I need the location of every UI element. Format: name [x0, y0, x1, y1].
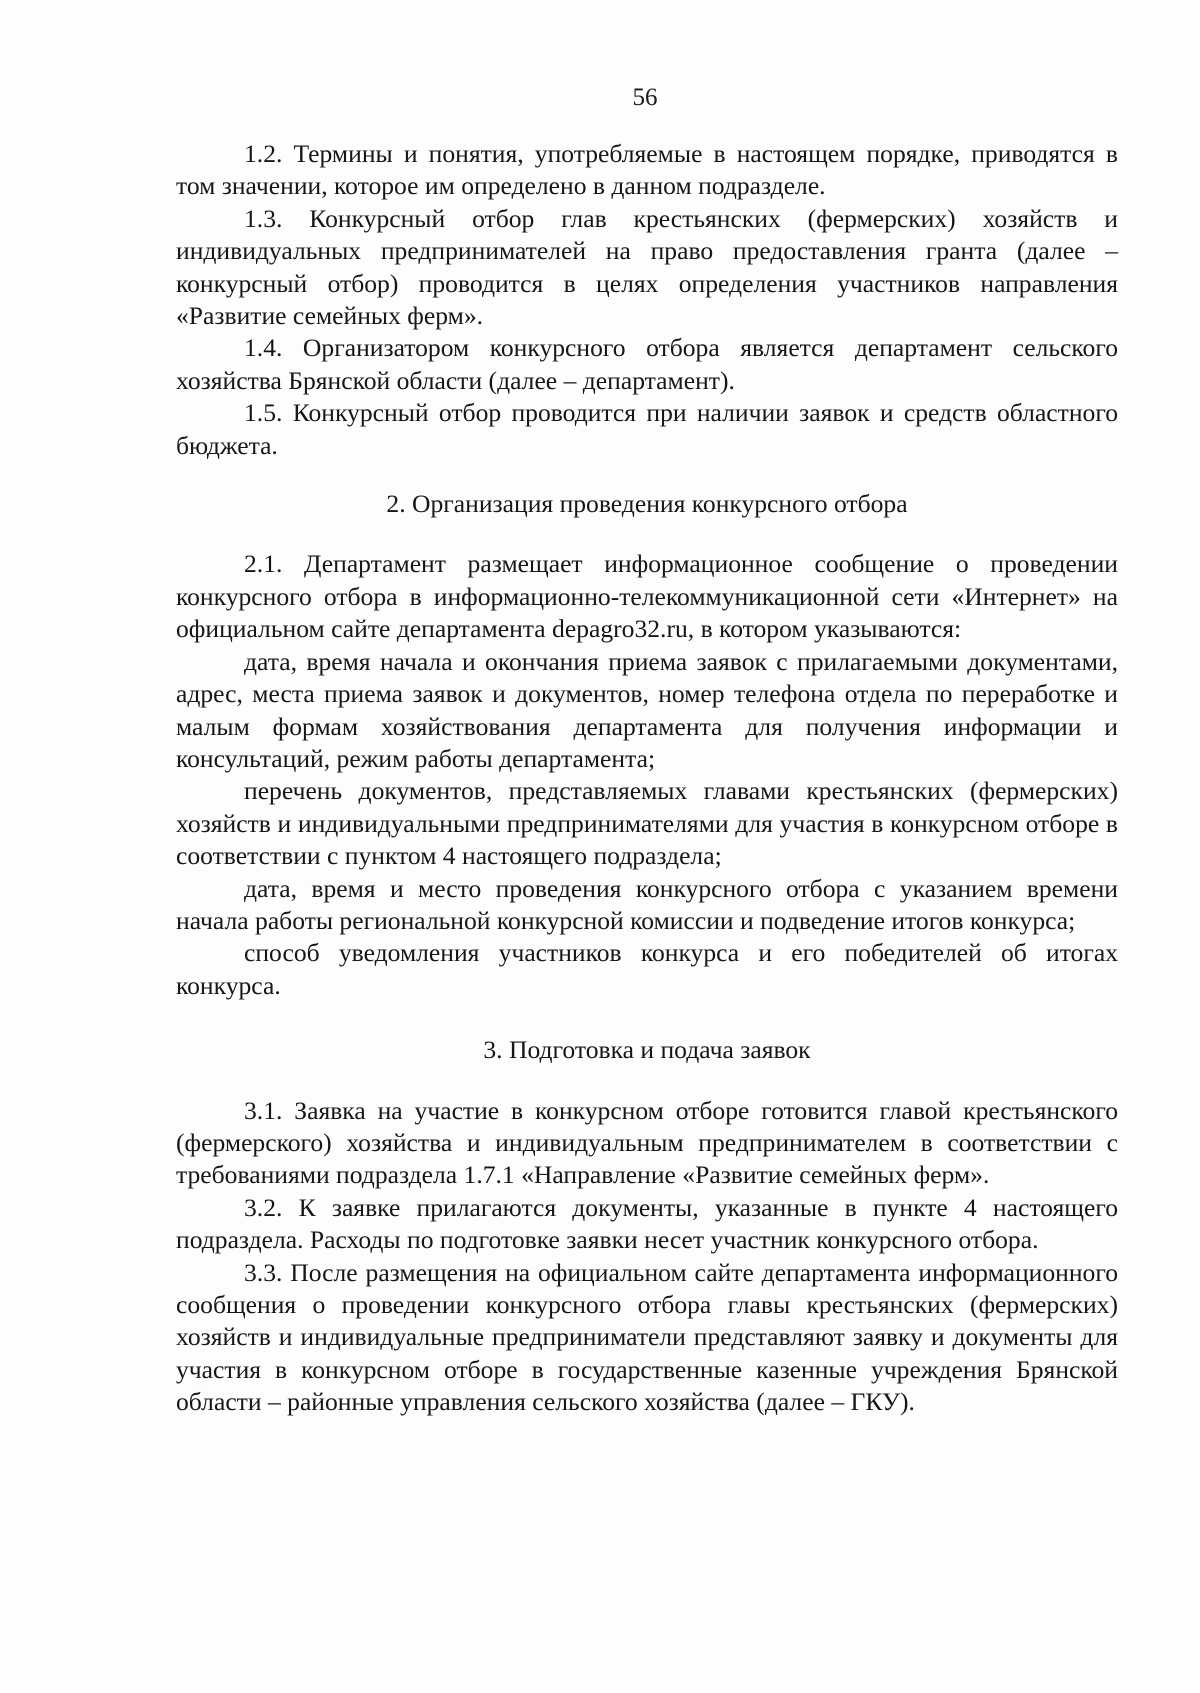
paragraph-1-5: 1.5. Конкурсный отбор проводится при наличии заявок и средств областного бюджета.: [176, 398, 1118, 460]
document-body: [176, 138, 1118, 1419]
paragraph-2-1-item-documents: перечень документов, представляемых главами крестьянских (фермерских) хозяйств и индивидуальными предпринимателями для участия в конкурсном отборе в соответствии с пунктом 4 настоящего подраздела;: [176, 776, 1118, 871]
paragraph-2-1-item-dates: дата, время начала и окончания приема заявок с прилагаемыми документами, адрес, места приема заявок и документов, номер телефона отдела по переработке и малым формам хозяйствования департамента для получения информации и консультаций, режим работы департамента;: [176, 646, 1118, 773]
section-3-heading: 3. Подготовка и подача заявок: [483, 1035, 811, 1065]
paragraph-1-2: 1.2. Термины и понятия, употребляемые в настоящем порядке, приводятся в том значении, которое им определено в данном подразделе.: [176, 139, 1118, 201]
paragraph-2-1-item-notification: способ уведомления участников конкурса и его победителей об итогах конкурса.: [176, 938, 1118, 1000]
paragraph-3-2: 3.2. К заявке прилагаются документы, указанные в пункте 4 настоящего подраздела. Расходы по подготовке заявки несет участник конкурсного отбора.: [176, 1192, 1118, 1255]
paragraph-2-1: 2.1. Департамент размещает информационное сообщение о проведении конкурсного отбора в информационно-телекоммуникационной сети «Интернет» на официальном сайте департамента depagro32.ru, в котором указываются:: [176, 549, 1118, 644]
paragraph-1-3: 1.3. Конкурсный отбор глав крестьянских (фермерских) хозяйств и индивидуальных предпринимателей на право предоставления гранта (далее – конкурсный отбор) проводится в целях определения участников направления «Развитие семейных ферм».: [176, 203, 1118, 331]
paragraph-2-1-item-venue: дата, время и место проведения конкурсного отбора с указанием времени начала работы региональной конкурсной комиссии и подведение итогов конкурса;: [176, 873, 1118, 935]
paragraph-3-3: 3.3. После размещения на официальном сайте департамента информационного сообщения о проведении конкурсного отбора главы крестьянских (фермерских) хозяйств и индивидуальные предприниматели представляют заявку и документы для участия в конкурсном отборе в государственные казенные учреждения Брянской области – районные управления сельского хозяйства (далее – ГКУ).: [176, 1257, 1118, 1417]
page-number: 56: [632, 84, 658, 111]
paragraph-1-4: 1.4. Организатором конкурсного отбора является департамент сельского хозяйства Брянской области (далее – департамент).: [176, 333, 1118, 395]
section-2-heading: 2. Организация проведения конкурсного отбора: [386, 489, 908, 519]
paragraph-3-1: 3.1. Заявка на участие в конкурсном отборе готовится главой крестьянского (фермерского) хозяйства и индивидуальным предпринимателем в соответствии с требованиями подраздела 1.7.1 «Направление «Развитие семейных ферм».: [176, 1095, 1118, 1190]
